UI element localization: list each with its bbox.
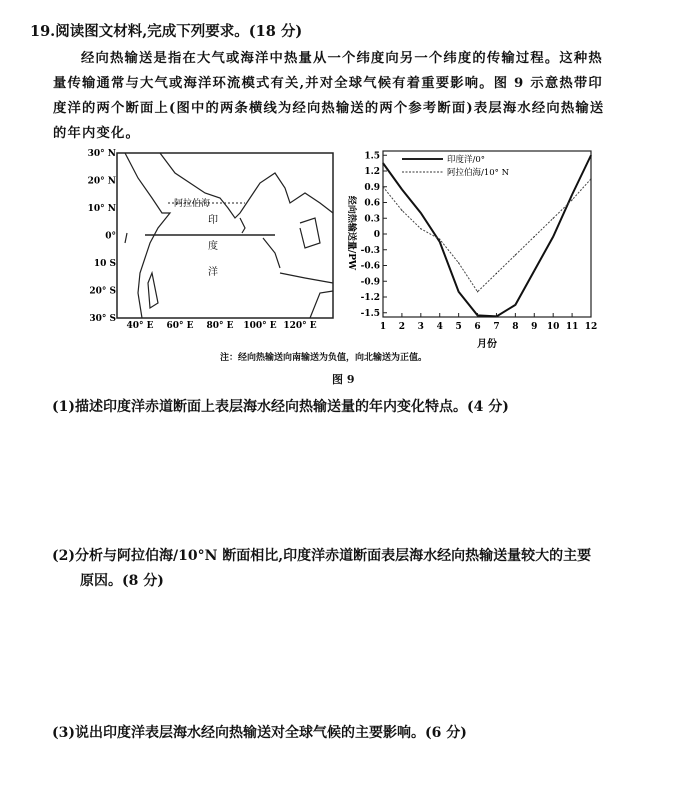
data-point (496, 316, 497, 317)
data-point (420, 212, 421, 213)
data-point (439, 239, 440, 240)
y-tick-label: -0.6 (360, 261, 380, 272)
data-point (534, 270, 535, 271)
question-title: 阅读图文材料,完成下列要求。(18 分) (55, 23, 303, 40)
longitude-label: 100° E (243, 321, 277, 331)
material-line: 量传输通常与大气或海洋环流模式有关,并对全球气候有着重要影响。图 9 示意热带印 (53, 76, 603, 91)
sub-question-3: (3)说出印度洋表层海水经向热输送对全球气候的主要影响。(6 分) (52, 725, 467, 741)
data-point (590, 178, 591, 179)
data-point (458, 262, 459, 263)
y-tick-label: 0.9 (364, 182, 380, 193)
material-line: 度洋的两个断面上(图中的两条横线为经向热输送的两个参考断面)表层海水经向热输送 (53, 101, 605, 116)
data-point (534, 236, 535, 237)
legend-label: 阿拉伯海/10° N (447, 168, 510, 178)
x-tick-label: 4 (436, 322, 443, 332)
ocean-label: 洋 (208, 267, 218, 278)
x-axis-label: 月份 (477, 339, 497, 350)
x-tick-label: 3 (417, 322, 424, 332)
figure-note: 注：经向热输送向南输送为负值，向北输送为正值。 (220, 353, 428, 363)
ocean-label: 印 (208, 215, 218, 226)
data-point (458, 291, 459, 292)
ocean-label: 度 (208, 241, 218, 252)
x-tick-label: 8 (512, 322, 519, 332)
data-point (553, 236, 554, 237)
latitude-label: 0° (105, 231, 116, 242)
y-tick-label: 0 (373, 230, 380, 240)
data-point (401, 189, 402, 190)
x-tick-label: 12 (584, 322, 598, 332)
x-tick-label: 11 (565, 322, 579, 332)
latitude-label: 10° N (87, 204, 116, 214)
y-tick-label: 1.2 (364, 167, 380, 177)
data-point (553, 218, 554, 219)
y-tick-label: -1.2 (360, 293, 380, 303)
longitude-label: 80° E (206, 321, 234, 331)
material-line: 经向热输送是指在大气或海洋中热量从一个纬度向另一个纬度的传输过程。这种热 (81, 51, 603, 66)
sub-question-2-cont: 原因。(8 分) (80, 573, 164, 589)
data-point (382, 163, 383, 164)
latitude-label: 30° S (89, 314, 116, 324)
question-header (30, 20, 302, 41)
material-line: 的年内变化。 (53, 126, 140, 141)
indian-ocean-equator-series-line (383, 155, 591, 316)
x-tick-label: 1 (379, 322, 387, 332)
y-tick-label: 0.6 (364, 198, 380, 209)
data-point (571, 194, 572, 195)
y-tick-label: 0.3 (364, 214, 380, 225)
question-number: 19. (30, 23, 56, 40)
x-tick-label: 10 (546, 322, 560, 332)
data-point (401, 210, 402, 211)
figure-caption: 图 9 (332, 373, 355, 386)
arabian-sea-series-line (383, 179, 591, 292)
data-point (515, 254, 516, 255)
sub-question-2: (2)分析与阿拉伯海/10°N 断面相比,印度洋赤道断面表层海水经向热输送量较大的主要 (52, 548, 592, 564)
latitude-label: 20° N (87, 176, 116, 187)
y-tick-label: -0.3 (360, 245, 380, 256)
x-tick-label: 7 (493, 322, 500, 332)
latitude-label: 20° S (89, 286, 116, 297)
indian-ocean-map (80, 143, 345, 338)
latitude-label: 30° N (87, 149, 116, 159)
arabian-sea-label: 阿拉伯海 (174, 199, 211, 209)
heat-transport-chart (340, 143, 610, 353)
data-point (571, 199, 572, 200)
x-tick-label: 6 (474, 322, 481, 332)
data-point (439, 241, 440, 242)
data-point (515, 304, 516, 305)
x-tick-label: 5 (455, 322, 462, 332)
longitude-label: 60° E (166, 321, 194, 331)
data-point (496, 273, 497, 274)
y-tick-label: -0.9 (360, 277, 380, 288)
data-point (382, 186, 383, 187)
y-axis-label: 经向热输送量/PW (346, 195, 356, 271)
longitude-label: 120° E (283, 321, 317, 331)
latitude-label: 10 S (93, 259, 116, 269)
longitude-label: 40° E (126, 321, 154, 331)
data-point (590, 155, 591, 156)
y-tick-label: -1.5 (360, 308, 380, 319)
x-tick-label: 9 (531, 322, 538, 332)
data-point (420, 228, 421, 229)
x-tick-label: 2 (398, 322, 406, 332)
legend-label: 印度洋/0° (447, 155, 486, 165)
data-point (477, 291, 478, 292)
sub-question-1: (1)描述印度洋赤道断面上表层海水经向热输送量的年内变化特点。(4 分) (52, 399, 509, 415)
data-point (477, 315, 478, 316)
y-tick-label: 1.5 (364, 151, 380, 162)
